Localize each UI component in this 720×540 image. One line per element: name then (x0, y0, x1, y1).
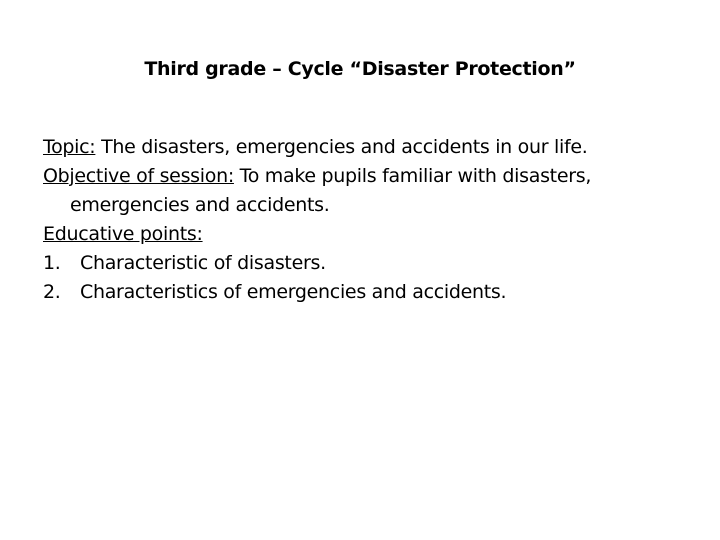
educative-points-label: Educative points: (43, 223, 203, 245)
list-item-text: Characteristics of emergencies and accidents. (80, 281, 507, 303)
list-item-number: 2. (43, 281, 61, 303)
topic-label: Topic: (43, 136, 96, 158)
topic-text: The disasters, emergencies and accidents in our life. (95, 136, 588, 158)
slide-title: Third grade – Cycle “Disaster Protection” (144, 58, 576, 80)
objective-text: To make pupils familiar with disasters, (233, 165, 592, 187)
topic-line (43, 133, 703, 162)
list-item (43, 278, 703, 307)
list-item (43, 249, 703, 278)
educative-points-line (43, 220, 703, 249)
list-item-text: Characteristic of disasters. (80, 252, 326, 274)
slide-body (43, 133, 703, 307)
objective-continuation: emergencies and accidents. (70, 194, 330, 216)
objective-label: Objective of session: (43, 165, 234, 187)
objective-line (43, 162, 703, 191)
list-item-number: 1. (43, 252, 61, 274)
